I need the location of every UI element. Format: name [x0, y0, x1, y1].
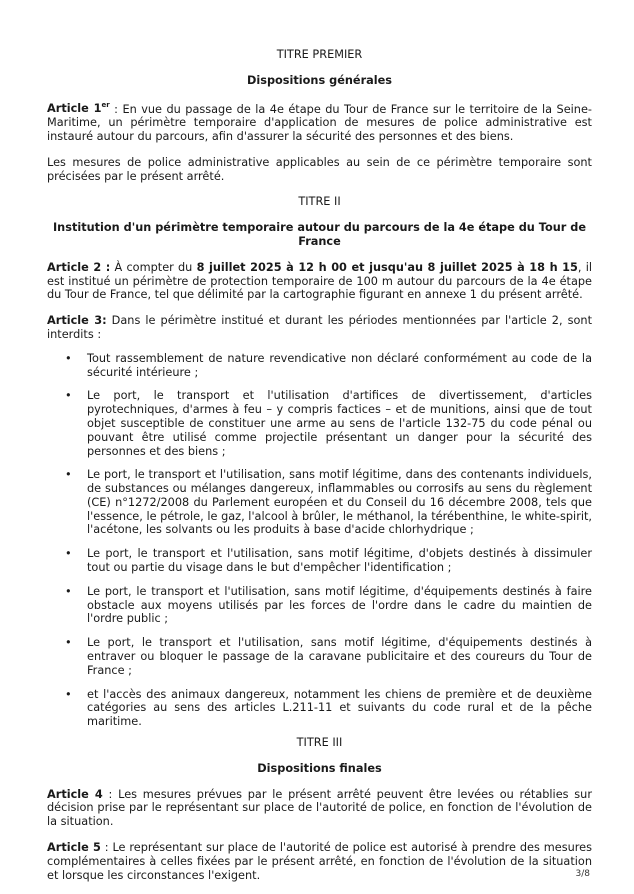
article-2-label: Article 2 :: [47, 260, 111, 274]
article-2: Article 2 : À compter du 8 juillet 2025 à 12 h 00 et jusqu'au 8 juillet 2025 à 18 h 15, il est institué un périmètre de protection temporaire de 100 m autour du parcours de la 4e étape du Tour de France, tel que délimité par la cartographie figurant en annexe 1 du présent arrêté.: [47, 260, 592, 302]
list-item: • Le port, le transport et l'utilisation, sans motif légitime, d'équipements destinés à entraver ou bloquer le passage de la caravane publicitaire et des coureurs du Tour de France ;: [65, 636, 592, 677]
list-item: • Le port, le transport et l'utilisation, sans motif légitime, d'équipements destinés à faire obstacle aux moyens utilisés par les forces de l'ordre dans le cadre du maintien de l'ordre public ;: [65, 584, 592, 626]
article-5: [47, 841, 592, 882]
titre-3-heading: Dispositions finales: [257, 761, 382, 775]
bullet-icon: •: [65, 389, 72, 403]
bullet-icon: •: [65, 547, 72, 561]
titre-premier-label: TITRE PREMIER: [276, 48, 363, 61]
article-5-label: Article 5: [47, 841, 101, 855]
bullet-icon: •: [65, 584, 72, 598]
titre-2-label: TITRE II: [298, 195, 341, 209]
article-5-text: : Le représentant sur place de l'autorité de police est autorisé à prendre des mesures complémentaires à celles fixées par le présent arrêté, en fonction de l'évolution de la situation et lorsque les circonstances l'exigent.: [47, 841, 592, 882]
article-3-label: Article 3:: [47, 314, 107, 328]
page-number: 3/8: [575, 869, 590, 879]
list-item: • Le port, le transport et l'utilisation d'artifices de divertissement, d'articles pyrotechniques, d'armes à feu – y compris factices – et de munitions, ainsi que de tout objet susceptible de constituer une arme au sens de l'article 132-75 du code pénal ou pouvant être utilisé comme projectile présentant un danger pour la sécurité des personnes et des biens ;: [65, 389, 592, 458]
list-item: • Le port, le transport et l'utilisation, sans motif légitime, dans des contenants individuels, de substances ou mélanges dangereux, inflammables ou corrosifs au sens du règlement (CE) n°1272/2008 du Parlement européen et du Conseil du 16 décembre 2008, tels que l'essence, le pétrole, le gaz, l'alcool à brûler, le méthanol, la térébenthine, le white-spirit, l'acétone, les solvants ou les produits à base d'acide chlorhydrique ;: [65, 468, 592, 537]
article-1-text: En vue du passage de la 4e étape du Tour de France sur le territoire de la Seine-Maritime, un périmètre temporaire d'application de mesures de police administrative est instauré autour du parcours, afin d'assurer la sécurité des personnes et des biens.: [47, 102, 592, 143]
article-1-label: Article 1er: [47, 101, 110, 116]
prohibition-list: [47, 352, 592, 729]
article-4-text: : Les mesures prévues par le présent arrêté peuvent être levées ou rétablies sur décision prise par le représentant sur place de l'autorité de police, en fonction de l'évolution de la situation.: [47, 787, 592, 829]
article-4: [47, 788, 592, 829]
article-2-dates: 8 juillet 2025 à 12 h 00 et jusqu'au 8 juillet 2025 à 18 h 15: [196, 260, 578, 274]
article-3-text: Dans le périmètre institué et durant les périodes mentionnées par l'article 2, sont interdits :: [47, 314, 592, 341]
titre-2-heading: Institution d'un périmètre temporaire autour du parcours de la 4e étape du Tour de France: [52, 221, 587, 248]
titre-3-label: TITRE III: [296, 736, 343, 750]
titre-premier-heading: Dispositions générales: [246, 73, 393, 87]
list-item: • Le port, le transport et l'utilisation, sans motif légitime, d'objets destinés à dissimuler tout ou partie du visage dans le but d'empêcher l'identification ;: [65, 547, 592, 575]
article-1: Article 1er : En vue du passage de la 4e étape du Tour de France sur le territoire de la Seine-Maritime, un périmètre temporaire d'application de mesures de police administrative est instauré autour du parcours, afin d'assurer la sécurité des personnes et des biens.: [47, 101, 592, 143]
list-item: • et l'accès des animaux dangereux, notamment les chiens de première et de deuxième catégories au sens des articles L.211-11 et suivants du code rural et de la pêche maritime.: [65, 687, 592, 729]
bullet-icon: •: [65, 351, 72, 365]
article-3: [47, 314, 592, 342]
bullet-icon: •: [65, 636, 72, 650]
article-4-label: Article 4: [47, 787, 103, 801]
bullet-icon: •: [65, 687, 72, 701]
bullet-icon: •: [65, 468, 72, 482]
list-item: • Tout rassemblement de nature revendicative non déclaré conformément au code de la sécurité intérieure ;: [65, 351, 592, 379]
paragraph-measures: Les mesures de police administrative applicables au sein de ce périmètre temporaire sont précisées par le présent arrêté.: [47, 155, 592, 183]
